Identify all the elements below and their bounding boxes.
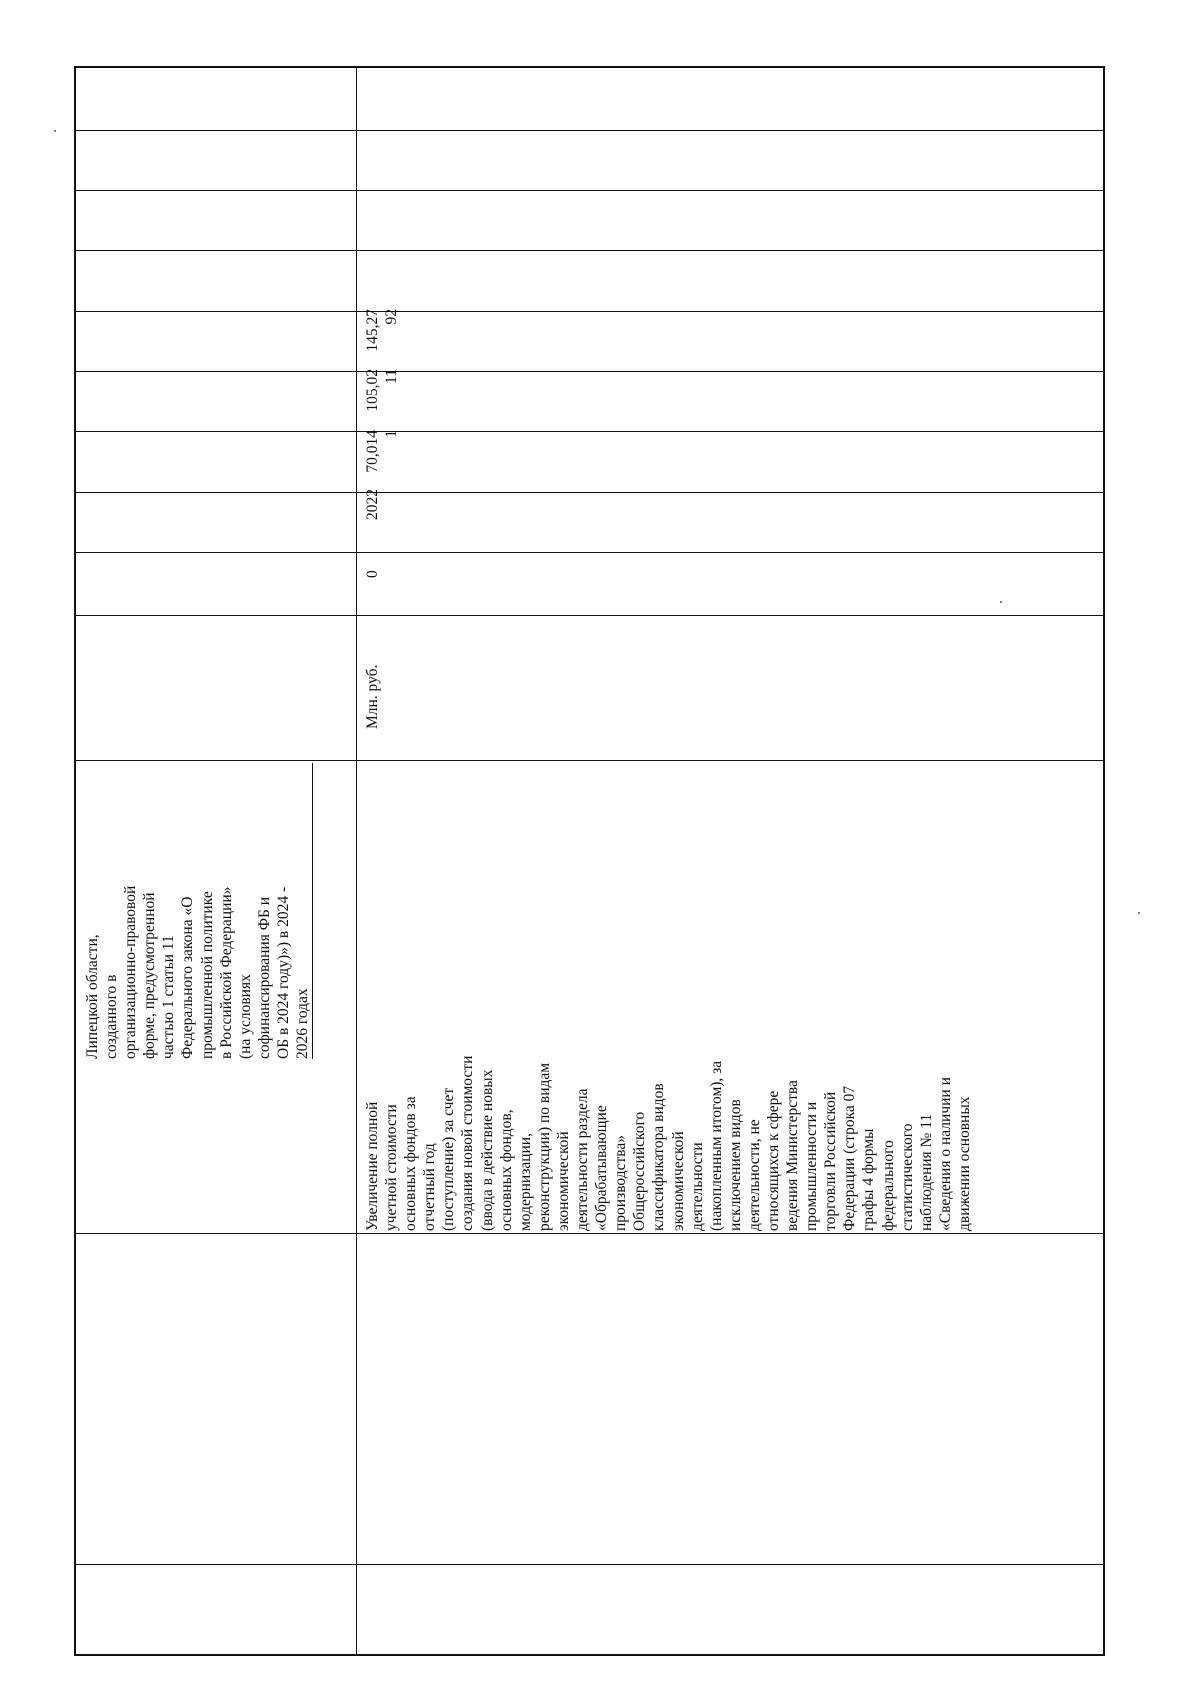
value-cell-3 <box>363 309 401 367</box>
text-line: (на условиях <box>236 974 254 1059</box>
base-year: 2022 <box>364 489 381 520</box>
text-line: федерального <box>879 1140 897 1231</box>
scan-speck <box>1138 912 1140 914</box>
text-line: Увеличение полной <box>364 1101 381 1231</box>
row-divider <box>76 371 1103 372</box>
text-line: учетной стоимости <box>383 1104 401 1231</box>
text-line: основных фондов за <box>402 1096 420 1231</box>
unit-of-measure <box>363 609 382 729</box>
text-line: статистического <box>898 1123 916 1231</box>
row-divider <box>76 190 1103 191</box>
text-line: Федерации (строка 07 <box>841 1085 859 1231</box>
row-divider <box>76 250 1103 251</box>
text-line: промышленной политике <box>198 891 216 1059</box>
row-divider <box>76 1233 1103 1234</box>
text-line: Федерального закона «О <box>179 896 197 1059</box>
text-line: созданного в <box>103 974 121 1059</box>
text-line: отчетный год <box>421 1143 439 1231</box>
text-line: экономической <box>554 1131 572 1231</box>
row-divider <box>76 431 1103 432</box>
text-line: «Обрабатывающие <box>593 1105 611 1231</box>
text-line: графы 4 формы <box>860 1128 878 1231</box>
value-cell-1 <box>363 430 401 488</box>
value-line: 1 <box>383 430 400 438</box>
indicator-table <box>74 66 1105 1656</box>
row-divider <box>76 615 1103 616</box>
text-line: (поступление) за счет <box>440 1087 458 1231</box>
text-line: основных фондов, <box>497 1109 515 1231</box>
value-line: 92 <box>383 309 400 325</box>
text-line: деятельности <box>688 1142 706 1231</box>
text-line: движении основных <box>955 1096 973 1231</box>
value-line: 145,27 <box>364 309 381 352</box>
text-line: ОБ в 2024 году)») в 2024 - <box>274 886 292 1059</box>
text-line: торговли Российской <box>822 1091 840 1231</box>
text-line: «Сведения о наличии и <box>936 1077 954 1231</box>
program-name-continuation <box>83 763 313 1059</box>
text-line: реконструкции) по видам <box>535 1062 553 1231</box>
row-divider <box>76 130 1103 131</box>
value-line: 11 <box>383 369 400 384</box>
row-divider <box>76 760 1103 761</box>
text-line: (ввода в действие новых <box>478 1069 496 1231</box>
value-line: 70,014 <box>364 430 381 473</box>
text-line: ведения Министерства <box>784 1080 802 1231</box>
text-line: 2026 годах <box>293 763 313 1059</box>
base-value: 0 <box>364 570 381 578</box>
indicator-description <box>363 765 974 1231</box>
text-line: частью 1 статьи 11 <box>160 935 178 1059</box>
column-divider <box>356 68 357 1654</box>
text-line: производства» <box>612 1134 630 1231</box>
text-line: создания новой стоимости <box>459 1055 477 1231</box>
text-line: деятельности раздела <box>574 1088 592 1231</box>
value-cell-2 <box>363 369 401 427</box>
text-line: экономической <box>669 1131 687 1231</box>
value-line: 105,02 <box>364 369 381 412</box>
text-line: относящихся к сфере <box>764 1090 782 1231</box>
unit-label: Млн. руб. <box>364 664 381 729</box>
text-line: (накопленным итогом), за <box>707 1060 725 1231</box>
text-line: в Российской Федерации» <box>217 886 235 1059</box>
text-line: исключением видов <box>726 1099 744 1231</box>
text-line: классификатора видов <box>650 1083 668 1231</box>
text-line: Липецкой области, <box>84 934 101 1059</box>
base-year-cell <box>363 489 382 547</box>
text-line: деятельности, не <box>745 1119 763 1231</box>
text-line: наблюдения № 11 <box>917 1113 935 1231</box>
text-line: промышленности и <box>803 1101 821 1231</box>
text-line: модернизации, <box>516 1133 534 1231</box>
row-divider <box>76 552 1103 553</box>
text-line: софинансирования ФБ и <box>255 896 273 1059</box>
text-line: организационно-правовой <box>122 885 140 1059</box>
text-line: Общероссийского <box>631 1111 649 1231</box>
scan-speck <box>54 130 56 132</box>
row-divider <box>76 311 1103 312</box>
text-line: форме, предусмотренной <box>141 892 159 1059</box>
row-divider <box>76 1564 1103 1565</box>
row-divider <box>76 492 1103 493</box>
